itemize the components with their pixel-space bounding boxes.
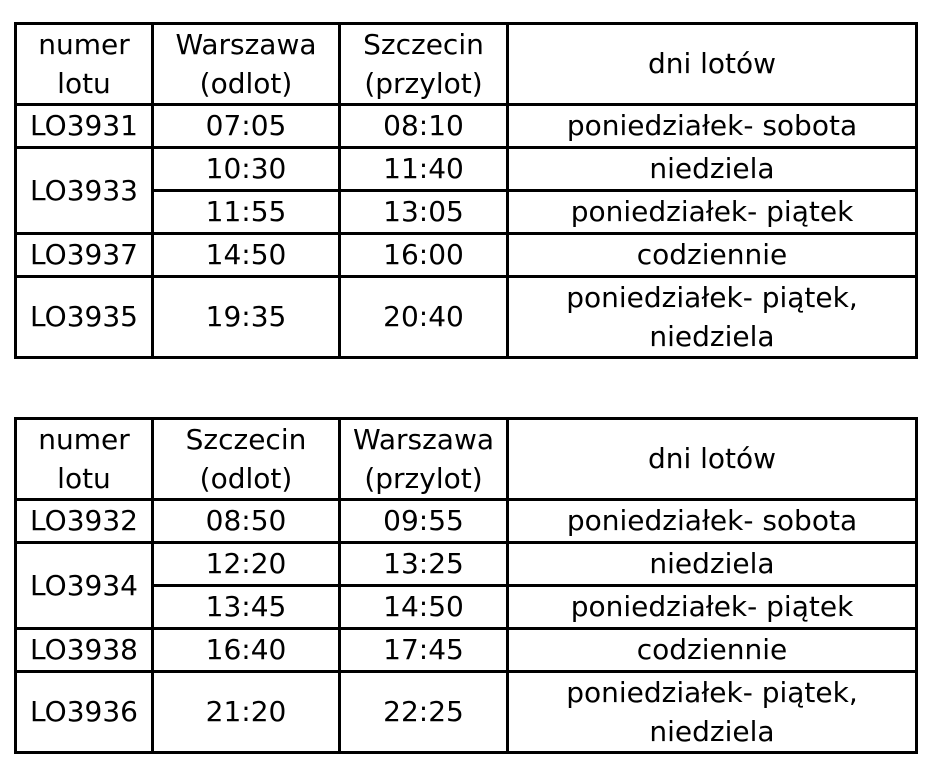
flight-days: niedziela [508, 543, 917, 586]
table-row [16, 629, 917, 672]
table-row [16, 672, 917, 753]
header-flight-number: numer lotu [16, 24, 153, 105]
flight-number: LO3934 [16, 543, 153, 629]
header-flight-days: dni lotów [508, 24, 917, 105]
flight-number: LO3937 [16, 234, 153, 277]
header-flight-days: dni lotów [508, 419, 917, 500]
header-row [16, 419, 917, 500]
timetable-szczecin-warszawa [14, 417, 918, 754]
departure-time: 11:55 [153, 191, 340, 234]
flight-number: LO3933 [16, 148, 153, 234]
flight-number: LO3932 [16, 500, 153, 543]
table-row [16, 105, 917, 148]
flight-days: poniedziałek- sobota [508, 500, 917, 543]
departure-time: 08:50 [153, 500, 340, 543]
flight-days: poniedziałek- piątek [508, 586, 917, 629]
table-row [16, 500, 917, 543]
flight-days: poniedziałek- piątek, niedziela [508, 672, 917, 753]
flight-days: poniedziałek- piątek, niedziela [508, 277, 917, 358]
table-row [16, 234, 917, 277]
table-row [16, 277, 917, 358]
header-flight-number: numer lotu [16, 419, 153, 500]
header-departure: Warszawa (odlot) [153, 24, 340, 105]
header-row [16, 24, 917, 105]
arrival-time: 22:25 [340, 672, 508, 753]
arrival-time: 11:40 [340, 148, 508, 191]
flight-number: LO3938 [16, 629, 153, 672]
timetable-warszawa-szczecin [14, 22, 918, 359]
flight-number: LO3936 [16, 672, 153, 753]
arrival-time: 20:40 [340, 277, 508, 358]
flight-days: poniedziałek- piątek [508, 191, 917, 234]
arrival-time: 13:25 [340, 543, 508, 586]
arrival-time: 08:10 [340, 105, 508, 148]
departure-time: 12:20 [153, 543, 340, 586]
departure-time: 19:35 [153, 277, 340, 358]
header-departure: Szczecin (odlot) [153, 419, 340, 500]
flight-number: LO3931 [16, 105, 153, 148]
flight-days: niedziela [508, 148, 917, 191]
table-row [16, 543, 917, 586]
arrival-time: 13:05 [340, 191, 508, 234]
arrival-time: 16:00 [340, 234, 508, 277]
departure-time: 10:30 [153, 148, 340, 191]
flight-days: codziennie [508, 629, 917, 672]
departure-time: 16:40 [153, 629, 340, 672]
arrival-time: 09:55 [340, 500, 508, 543]
arrival-time: 14:50 [340, 586, 508, 629]
flight-days: poniedziałek- sobota [508, 105, 917, 148]
departure-time: 21:20 [153, 672, 340, 753]
departure-time: 07:05 [153, 105, 340, 148]
flight-number: LO3935 [16, 277, 153, 358]
arrival-time: 17:45 [340, 629, 508, 672]
table-row [16, 148, 917, 191]
departure-time: 14:50 [153, 234, 340, 277]
flight-days: codziennie [508, 234, 917, 277]
departure-time: 13:45 [153, 586, 340, 629]
header-arrival: Warszawa (przylot) [340, 419, 508, 500]
header-arrival: Szczecin (przylot) [340, 24, 508, 105]
